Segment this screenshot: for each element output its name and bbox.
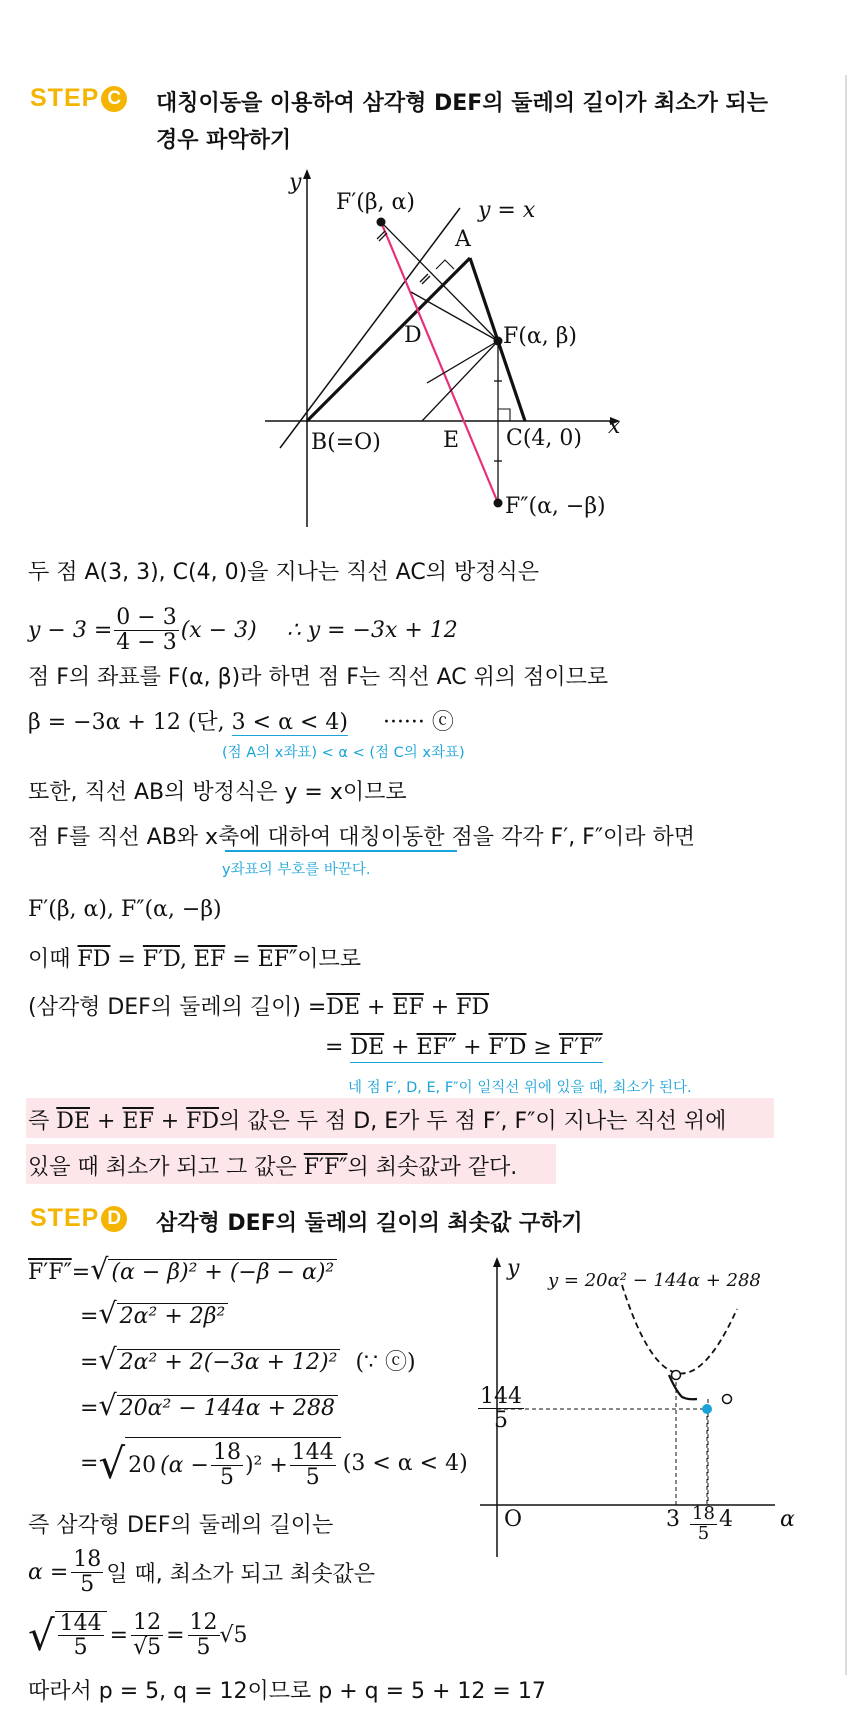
step-letter: C [101, 86, 127, 112]
radicand [55, 1611, 107, 1659]
seg-fprime-d: F′D [142, 947, 180, 972]
final-answer: 따라서 p = 5, q = 12이므로 p + q = 5 + 12 = 17 [28, 1679, 546, 1704]
txt: + [89, 1109, 123, 1134]
txt: = [71, 1260, 91, 1285]
seg-fprime-d: F′D [488, 1035, 527, 1060]
fraction [188, 1611, 220, 1658]
txt: = [109, 1622, 129, 1648]
tick [379, 233, 387, 241]
txt: 일 때, 최소가 되고 최솟값은 [106, 1561, 376, 1587]
point-fdoubleprime [494, 499, 503, 508]
seg-ef-doubleprime: EF″ [416, 1035, 457, 1060]
fig1-label-a: A [455, 227, 471, 252]
den: 5 [80, 1571, 95, 1597]
txt: ≥ [526, 1035, 559, 1060]
num: 144 [291, 1440, 334, 1466]
slope-fraction [114, 606, 178, 653]
beta-eq-part: β = −3α + 12 (단, [28, 710, 225, 735]
alpha-range: 3 < α < 4) [231, 710, 348, 735]
txt: 20 [128, 1452, 157, 1478]
seg-de: $\overline{DE}$ [350, 1035, 385, 1060]
fig2-tick-min [690, 1505, 717, 1544]
step-letter: D [101, 1206, 127, 1232]
txt: 있을 때 최소가 되고 그 값은 [28, 1155, 297, 1180]
slope-num: 0 − 3 [116, 605, 177, 631]
line-ac-intro: 두 점 A(3, 3), C(4, 0)을 지나는 직선 AC의 방정식은 [28, 560, 539, 585]
right-angle-mark-2 [498, 409, 510, 421]
calc-line-1 [28, 1252, 337, 1286]
reflection-sentence: 점 F를 직선 AB와 x축에 대하여 대칭이동한 점을 각각 F′, F″이라 하면 [28, 825, 696, 850]
txt: α = [28, 1559, 69, 1585]
right-angle-mark-1 [436, 260, 454, 269]
txt: + [153, 1109, 187, 1134]
alpha-range: (3 < α < 4) [342, 1450, 468, 1476]
txt: = [80, 1304, 99, 1329]
conclusion-line-1 [28, 1104, 726, 1135]
note-alpha-range: (점 A의 x좌표) < α < (점 C의 x좌표) [222, 745, 465, 761]
den: 5 [697, 1522, 710, 1544]
fig1-label-fdoubleprime: F″(α, −β) [505, 494, 606, 519]
txt: = [80, 1396, 99, 1421]
step-c-title-line2: 경우 파악하기 [156, 128, 292, 153]
txt: 의 값은 두 점 D, E가 두 점 F′, F″이 지나는 직선 위에 [219, 1109, 727, 1134]
den: 5 [196, 1634, 211, 1660]
seg-ef: $\overline{EF}$ [392, 995, 424, 1020]
fig2-y-label: y [507, 1256, 520, 1281]
txt: + [456, 1035, 489, 1060]
txt: = [225, 947, 258, 972]
perimeter-inequality [350, 1035, 602, 1063]
note-collinear: 네 점 F′, D, E, F″이 일직선 위에 있을 때, 최소가 된다. [348, 1080, 692, 1096]
conclusion-line-2 [28, 1150, 517, 1181]
num: 18 [212, 1440, 241, 1466]
calc-line-4 [80, 1388, 338, 1422]
txt: = [110, 947, 143, 972]
seg-de: $\overline{DE}$ [326, 995, 361, 1020]
line-ab-equation: 또한, 직선 AB의 방정식은 y = x이므로 [28, 780, 407, 805]
seg-fprime-fdoubleprime: F′F″ [558, 1035, 603, 1060]
fig2-min-y-label [478, 1385, 524, 1432]
min-point [702, 1404, 712, 1414]
fig1-label-c: C(4, 0) [506, 426, 582, 451]
radicand: 20α² − 144α + 288 [117, 1395, 338, 1421]
fraction [211, 1441, 243, 1488]
fig1-label-f: F(α, β) [503, 324, 577, 349]
page-edge [845, 75, 847, 1675]
txt: 즉 [28, 1109, 50, 1134]
sqrt-sign: √ [98, 1438, 126, 1488]
fraction [58, 1612, 104, 1659]
fig2-tick-4: 4 [719, 1507, 733, 1532]
fraction [71, 1548, 103, 1595]
sqrt-sign: √ [28, 1610, 55, 1660]
num: 18 [73, 1547, 102, 1573]
parabola-equation: y = 20α² − 144α + 288 [548, 1270, 761, 1291]
txt: = [325, 1035, 344, 1060]
step-d-badge [30, 1204, 127, 1233]
calc-line-2 [80, 1296, 228, 1330]
fraction [131, 1611, 163, 1658]
beta-equation [28, 705, 454, 736]
result-alpha [28, 1544, 375, 1600]
eq-tag: ······ ⓒ [382, 710, 454, 735]
reflection-underline [225, 850, 457, 852]
seg-ef: $\overline{EF}$ [122, 1109, 154, 1134]
line-ac-equation [28, 600, 458, 660]
point-f [494, 337, 503, 346]
fig2-x-label: α [780, 1507, 795, 1532]
reference-tag: (∵ ⓒ) [355, 1350, 416, 1375]
line-fprime-fdoubleprime [381, 222, 498, 503]
tick [422, 276, 430, 284]
txt: (삼각형 DEF의 둘레의 길이) = [28, 995, 327, 1020]
step-d-title: 삼각형 DEF의 둘레의 길이의 최솟값 구하기 [156, 1211, 583, 1236]
y-axis-arrow [493, 1257, 501, 1267]
txt: , [179, 947, 194, 972]
fraction [690, 1505, 717, 1544]
point-fprime [377, 218, 386, 227]
num: 144 [59, 1610, 102, 1636]
den: 5 [73, 1635, 88, 1660]
result-intro: 즉 삼각형 DEF의 둘레의 길이는 [28, 1513, 334, 1538]
eq-lhs: y − 3 = [28, 617, 113, 643]
radicand: 2α² + 2β² [117, 1303, 229, 1329]
txt: + [423, 995, 457, 1020]
point-f-intro: 점 F의 좌표를 F(α, β)라 하면 점 F는 직선 AC 위의 점이므로 [28, 665, 609, 690]
den: 5 [305, 1464, 320, 1490]
txt: 이므로 [297, 947, 362, 972]
open-point-3 [672, 1371, 681, 1380]
fig2-tick-3: 3 [666, 1507, 680, 1532]
step-c-title-line1: 대칭이동을 이용하여 삼각형 DEF의 둘레의 길이가 최소가 되는 [156, 91, 768, 116]
perimeter-line-1 [28, 990, 489, 1021]
num: 12 [131, 1611, 163, 1635]
seg-ef: $\overline{EF}$ [193, 947, 226, 972]
seg-fd: $\overline{FD}$ [456, 995, 490, 1020]
fig1-label-e: E [443, 428, 460, 453]
txt: 이때 [28, 947, 71, 972]
reflected-points: F′(β, α), F″(α, −β) [28, 897, 222, 922]
txt: = [80, 1450, 99, 1476]
fig1-label-fprime: F′(β, α) [336, 190, 415, 215]
txt: )² + [244, 1452, 288, 1478]
fraction [478, 1385, 524, 1432]
segment-f-fprime [381, 222, 498, 341]
calc-line-5 [80, 1432, 468, 1494]
radicand [125, 1437, 341, 1488]
fig1-label-b: B(=O) [311, 430, 381, 455]
tick [420, 274, 428, 282]
txt: = [80, 1350, 99, 1375]
fig1-label-yx: y = x [478, 198, 536, 223]
txt: + [384, 1035, 417, 1060]
calc-line-3 [80, 1342, 416, 1376]
sqrt-sign: √ [98, 1388, 117, 1422]
seg-fprime-fdoubleprime: F′F″ [28, 1260, 72, 1285]
txt: 의 최솟값과 같다. [347, 1155, 518, 1180]
txt: + [360, 995, 393, 1020]
fraction [290, 1441, 336, 1488]
txt: (α − [160, 1452, 209, 1478]
seg-fd: $\overline{FD}$ [186, 1109, 220, 1134]
y-axis-arrow [303, 169, 311, 179]
step-c-badge [30, 84, 127, 113]
sqrt-sign: √ [90, 1252, 109, 1286]
seg-fprime-fdoubleprime: F′F″ [303, 1155, 348, 1180]
radicand: 2α² + 2(−3α + 12)² [117, 1349, 341, 1375]
den: 5 [494, 1408, 508, 1434]
fig2-origin-label: O [504, 1507, 523, 1532]
seg-ef-doubleprime: EF″ [257, 947, 298, 972]
num: 18 [692, 1503, 715, 1524]
side-fe [427, 341, 498, 383]
fig1-y-label: y [289, 170, 302, 195]
equal-segments-line [28, 942, 361, 973]
perimeter-line-2 [325, 1035, 603, 1060]
fig1-label-d: D [404, 323, 422, 348]
seg-de: $\overline{DE}$ [56, 1109, 90, 1134]
den: √5 [133, 1634, 162, 1660]
txt: = [166, 1622, 185, 1648]
note-y-sign: y좌표의 부호를 바꾼다. [222, 862, 371, 878]
txt: √5 [219, 1622, 248, 1648]
num: 12 [189, 1610, 218, 1636]
eq-result: ∴ y = −3x + 12 [286, 617, 458, 643]
result-min-value [28, 1604, 248, 1666]
slope-den: 4 − 3 [116, 629, 177, 655]
fig1-x-label: x [608, 414, 621, 439]
eq-rhs: (x − 3) [180, 617, 257, 643]
sqrt-sign: √ [98, 1342, 117, 1376]
radicand: (α − β)² + (−β − α)² [108, 1259, 337, 1285]
step-word: STEP [30, 1204, 100, 1232]
symmetry-figure [240, 165, 640, 535]
step-word: STEP [30, 84, 100, 112]
parabola-dashed [622, 1285, 737, 1373]
num: 144 [480, 1384, 522, 1409]
seg-fd: $\overline{FD}$ [77, 947, 111, 972]
sqrt-sign: √ [98, 1296, 117, 1330]
den: 5 [219, 1464, 234, 1490]
tick [377, 231, 385, 239]
open-point-4 [723, 1395, 732, 1404]
